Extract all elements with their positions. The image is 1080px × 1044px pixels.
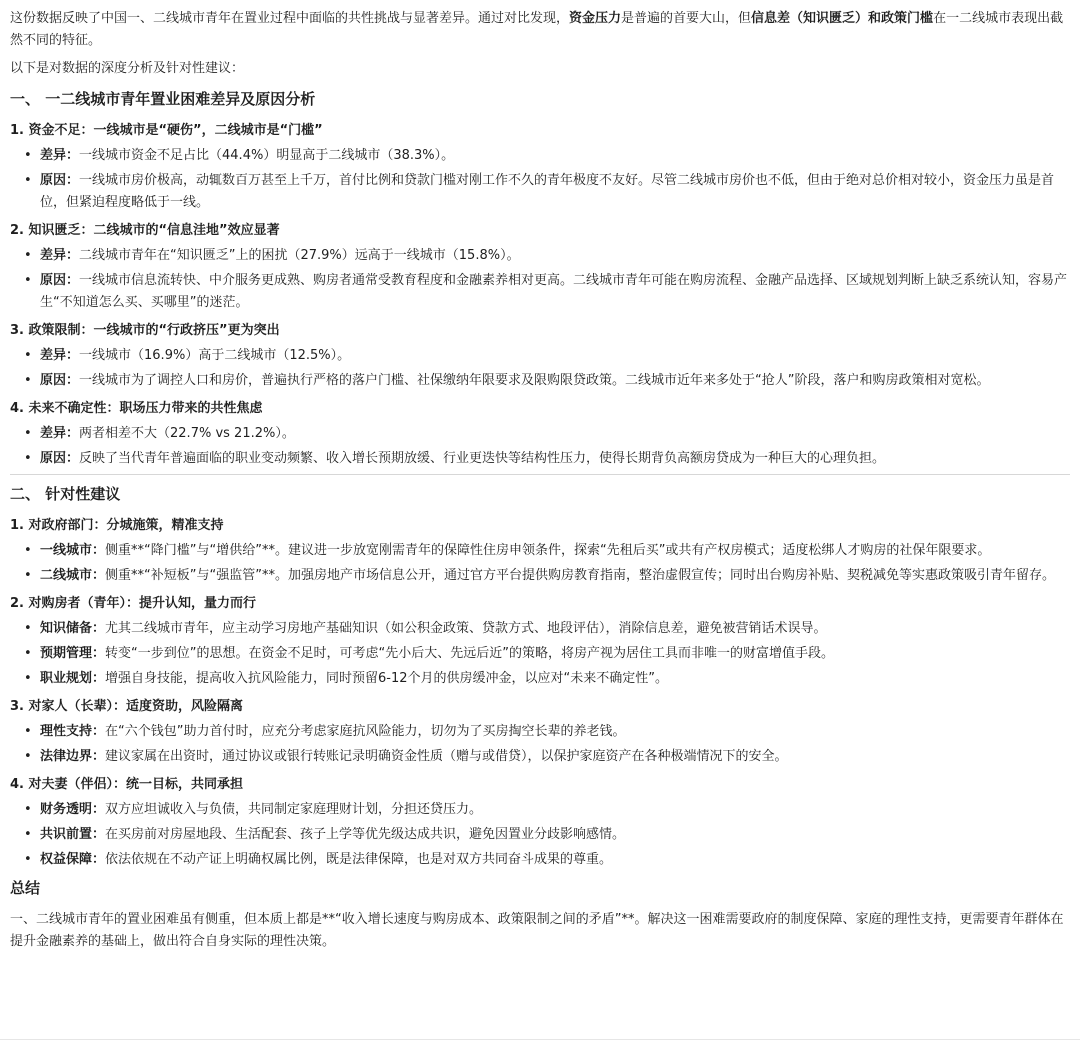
intro-text-3: 在一二线城市表现出截然不同的特征。: [10, 11, 1064, 48]
bullet-label: 原因：: [40, 451, 80, 466]
bullet-dot-icon: •: [24, 348, 32, 363]
bullet-dot-icon: •: [24, 671, 32, 686]
list-item: [20, 746, 1070, 768]
bullet-list: [10, 423, 1070, 470]
bullet-text: 转变“一步到位”的思想。在资金不足时，可考虑“先小后大、先远后近”的策略，将房产视为居住工具而非唯一的财富增值手段。: [105, 646, 834, 661]
intro-bold-2: 信息差（知识匮乏）和政策门槛: [751, 11, 934, 26]
bullet-dot-icon: •: [24, 749, 32, 764]
bullet-label: 差异：: [40, 426, 80, 441]
list-item: [20, 245, 1070, 267]
bullet-label: 二线城市：: [40, 568, 106, 583]
list-item: [20, 448, 1070, 470]
intro-text-1: 这份数据反映了中国一、二线城市青年在置业过程中面临的共性挑战与显著差异。通过对比发现，: [10, 11, 570, 26]
section-1-body: [10, 120, 1070, 470]
bullet-text: 一线城市信息流转快、中介服务更成熟、购房者通常受教育程度和金融素养相对更高。二线城市青年可能在购房流程、金融产品选择、区域规划判断上缺乏系统认知，容易产生“不知道怎么买、买哪里”的迷茫。: [40, 273, 1068, 310]
bullet-label: 差异：: [40, 148, 80, 163]
list-item: [20, 270, 1070, 314]
bullet-label: 原因：: [40, 373, 80, 388]
bullet-list: [10, 618, 1070, 690]
bullet-dot-icon: •: [24, 802, 32, 817]
subsection-heading: 2. 知识匮乏：二线城市的“信息洼地”效应显著: [10, 223, 280, 238]
section-1-title: 一、 一二线城市青年置业困难差异及原因分析: [10, 90, 316, 108]
summary-title: 总结: [10, 879, 41, 897]
bullet-dot-icon: •: [24, 273, 32, 288]
section-2-body: [10, 515, 1070, 871]
list-item: [20, 668, 1070, 690]
list-item: [20, 618, 1070, 640]
subsection-heading: 1. 资金不足：一线城市是“硬伤”，二线城市是“门槛”: [10, 123, 323, 138]
bullet-text: 增强自身技能，提高收入抗风险能力，同时预留6-12个月的供房缓冲金，以应对“未来不确定性”。: [105, 671, 668, 686]
list-item: [20, 824, 1070, 846]
list-item: [20, 370, 1070, 392]
bullet-label: 预期管理：: [40, 646, 106, 661]
bullet-text: 尤其二线城市青年，应主动学习房地产基础知识（如公积金政策、贷款方式、地段评估），消除信息差，避免被营销话术误导。: [105, 621, 827, 636]
subsection-heading: 4. 对夫妻（伴侣）：统一目标，共同承担: [10, 777, 244, 792]
list-item: [20, 565, 1070, 587]
bullet-text: 一线城市（16.9%）高于二线城市（12.5%）。: [79, 348, 351, 363]
bullet-dot-icon: •: [24, 543, 32, 558]
subsection-heading: 1. 对政府部门：分城施策，精准支持: [10, 518, 224, 533]
subsection-heading: 3. 政策限制：一线城市的“行政挤压”更为突出: [10, 323, 280, 338]
bullet-label: 法律边界：: [40, 749, 106, 764]
bullet-label: 共识前置：: [40, 827, 106, 842]
bullet-dot-icon: •: [24, 451, 32, 466]
subsection-heading: 3. 对家人（长辈）：适度资助，风险隔离: [10, 699, 244, 714]
bullet-dot-icon: •: [24, 827, 32, 842]
bullet-label: 一线城市：: [40, 543, 106, 558]
bullet-dot-icon: •: [24, 148, 32, 163]
section-2-title: 二、 针对性建议: [10, 485, 121, 503]
intro-paragraph: [10, 8, 1070, 52]
subsection-heading: 2. 对购房者（青年）：提升认知，量力而行: [10, 596, 257, 611]
bullet-list: [10, 721, 1070, 768]
bullet-label: 财务透明：: [40, 802, 106, 817]
bullet-dot-icon: •: [24, 568, 32, 583]
bullet-label: 原因：: [40, 273, 80, 288]
list-item: [20, 799, 1070, 821]
list-item: [20, 423, 1070, 445]
bullet-label: 理性支持：: [40, 724, 106, 739]
list-item: [20, 540, 1070, 562]
bullet-label: 权益保障：: [40, 852, 106, 867]
summary-paragraph: 一、二线城市青年的置业困难虽有侧重，但本质上都是**“收入增长速度与购房成本、政策限制之间的矛盾”**。解决这一困难需要政府的制度保障、家庭的理性支持，更需要青年群体在提升金融素养的基础上，做出符合自身实际的理性决策。: [10, 912, 1064, 949]
bullet-dot-icon: •: [24, 621, 32, 636]
bullet-text: 建议家属在出资时，通过协议或银行转账记录明确资金性质（赠与或借贷），以保护家庭资产在各种极端情况下的安全。: [105, 749, 788, 764]
bullet-label: 差异：: [40, 348, 80, 363]
list-item: [20, 849, 1070, 871]
bullet-text: 两者相差不大（22.7% vs 21.2%）。: [79, 426, 295, 441]
section-divider: [10, 474, 1070, 475]
bullet-dot-icon: •: [24, 426, 32, 441]
bullet-text: 一线城市房价极高，动辄数百万甚至上千万，首付比例和贷款门槛对刚工作不久的青年极度不友好。尽管二线城市房价也不低，但由于绝对总价相对较小，资金压力虽是首位，但紧迫程度略低于一线。: [40, 173, 1055, 210]
bullet-dot-icon: •: [24, 852, 32, 867]
bullet-text: 二线城市青年在“知识匮乏”上的困扰（27.9%）远高于一线城市（15.8%）。: [79, 248, 520, 263]
bullet-text: 双方应坦诚收入与负债，共同制定家庭理财计划，分担还贷压力。: [105, 802, 483, 817]
bullet-dot-icon: •: [24, 724, 32, 739]
bullet-label: 原因：: [40, 173, 80, 188]
bullet-list: [10, 245, 1070, 314]
bullet-dot-icon: •: [24, 646, 32, 661]
bullet-text: 在“六个钱包”助力首付时，应充分考虑家庭抗风险能力，切勿为了买房掏空长辈的养老钱。: [105, 724, 626, 739]
bullet-list: [10, 145, 1070, 214]
bottom-divider: [0, 1039, 1080, 1040]
list-item: [20, 643, 1070, 665]
bullet-label: 知识储备：: [40, 621, 106, 636]
bullet-text: 依法依规在不动产证上明确权属比例，既是法律保障，也是对双方共同奋斗成果的尊重。: [105, 852, 613, 867]
bullet-label: 职业规划：: [40, 671, 106, 686]
bullet-text: 侧重**“补短板”与“强监管”**。加强房地产市场信息公开，通过官方平台提供购房教育指南，整治虚假宣传；同时出台购房补贴、契税减免等实惠政策吸引青年留存。: [105, 568, 1055, 583]
subsection-heading: 4. 未来不确定性：职场压力带来的共性焦虑: [10, 401, 263, 416]
bullet-text: 侧重**“降门槛”与“增供给”**。建议进一步放宽刚需青年的保障性住房申领条件，探索“先租后买”或共有产权房模式；适度松绑人才购房的社保年限要求。: [105, 543, 991, 558]
bullet-list: [10, 540, 1070, 587]
list-item: [20, 170, 1070, 214]
bullet-dot-icon: •: [24, 173, 32, 188]
bullet-list: [10, 799, 1070, 871]
bullet-list: [10, 345, 1070, 392]
intro-text-2: 是普遍的首要大山，但: [621, 11, 752, 26]
bullet-text: 反映了当代青年普遍面临的职业变动频繁、收入增长预期放缓、行业更迭快等结构性压力，使得长期背负高额房贷成为一种巨大的心理负担。: [79, 451, 886, 466]
lead-paragraph: 以下是对数据的深度分析及针对性建议：: [10, 61, 245, 76]
bullet-text: 在买房前对房屋地段、生活配套、孩子上学等优先级达成共识，避免因置业分歧影响感情。: [105, 827, 626, 842]
bullet-text: 一线城市资金不足占比（44.4%）明显高于二线城市（38.3%）。: [79, 148, 455, 163]
list-item: [20, 345, 1070, 367]
bullet-label: 差异：: [40, 248, 80, 263]
list-item: [20, 721, 1070, 743]
bullet-text: 一线城市为了调控人口和房价，普遍执行严格的落户门槛、社保缴纳年限要求及限购限贷政策。二线城市近年来多处于“抢人”阶段，落户和购房政策相对宽松。: [79, 373, 990, 388]
bullet-dot-icon: •: [24, 373, 32, 388]
intro-bold-1: 资金压力: [569, 11, 622, 26]
bullet-dot-icon: •: [24, 248, 32, 263]
list-item: [20, 145, 1070, 167]
